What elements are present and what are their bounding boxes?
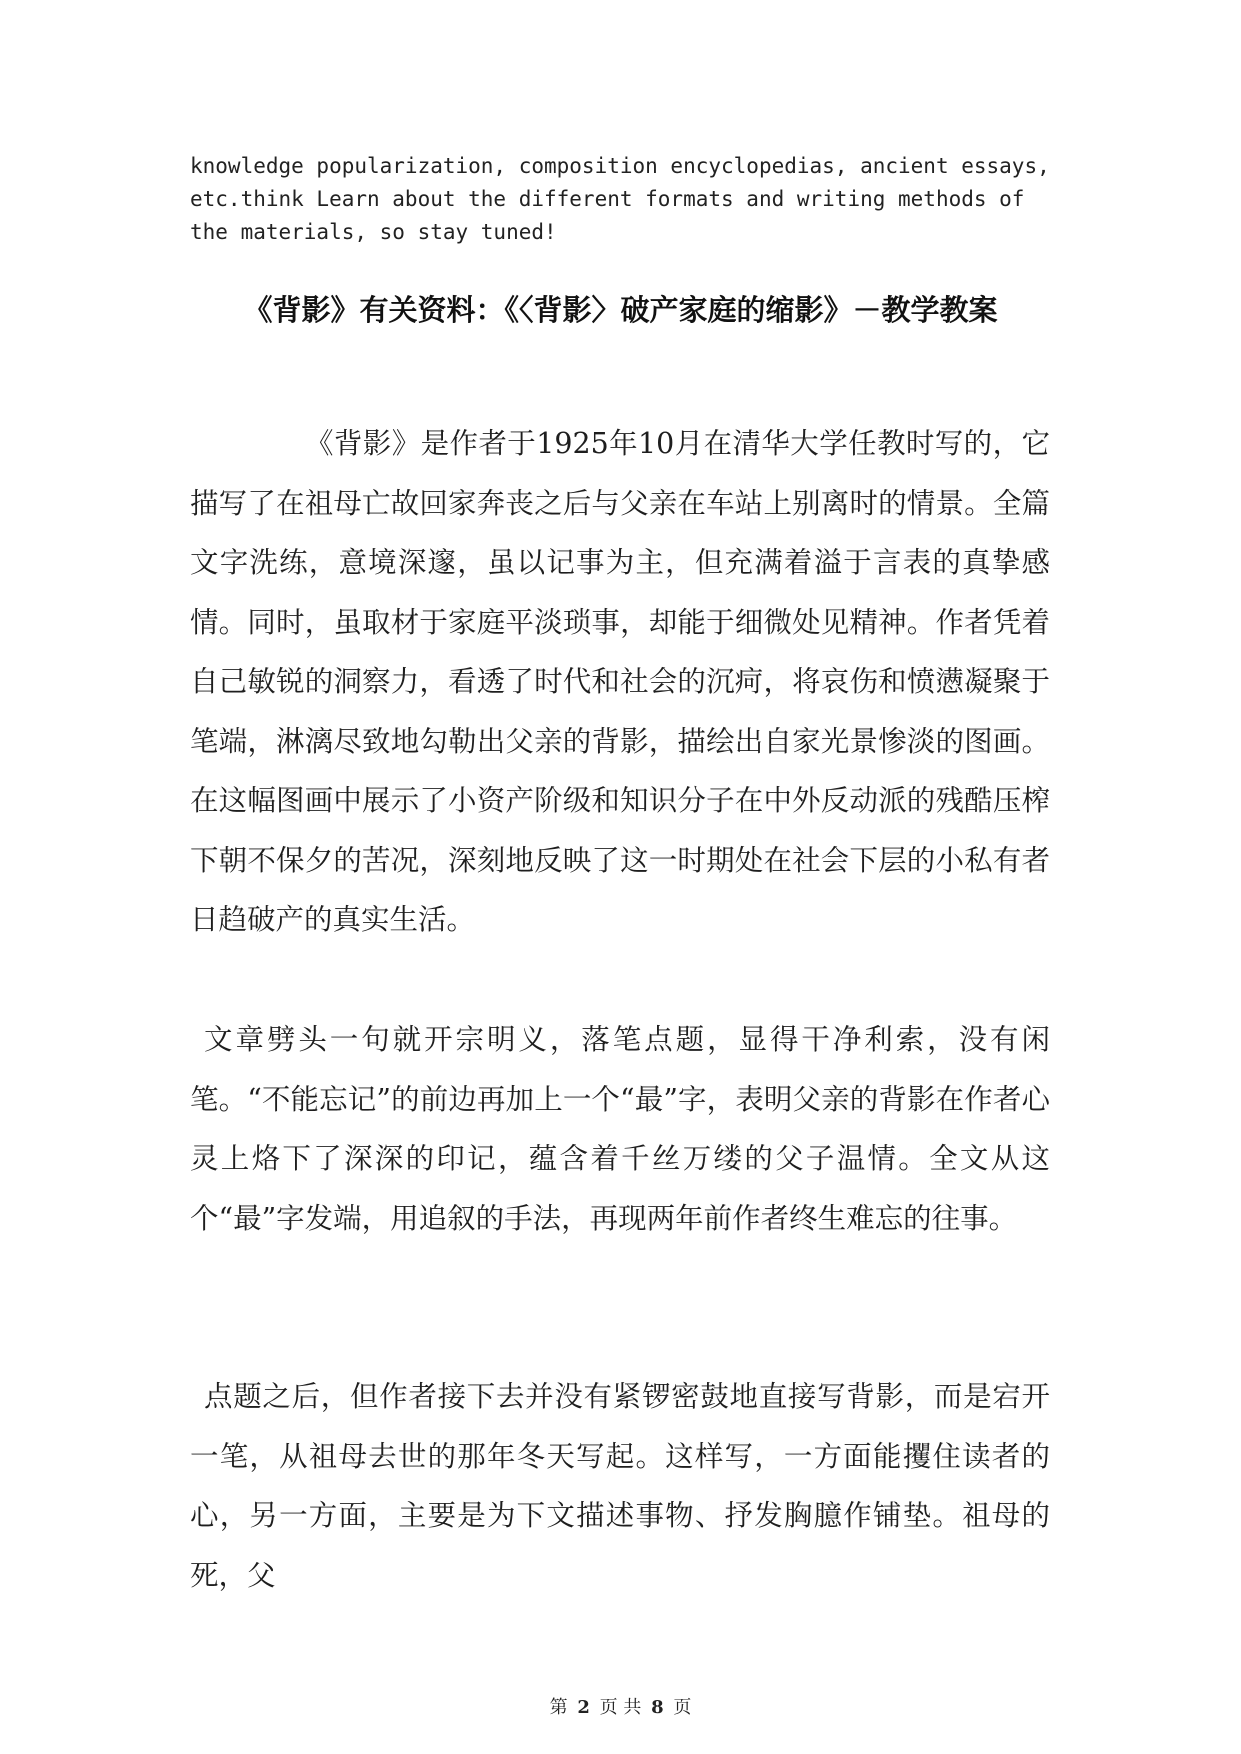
- footer-suffix: 页: [673, 1697, 692, 1718]
- document-title: 《背影》有关资料：《〈背影〉破产家庭的缩影》－教学教案: [243, 293, 998, 327]
- footer-prefix: 第: [549, 1697, 568, 1718]
- body-paragraph: 点题之后，但作者接下去并没有紧锣密鼓地直接写背影，而是宕开一笔，从祖母去世的那年冬天写起。这样写，一方面能攫住读者的心，另一方面，主要是为下文描述事物、抒发胸臆作铺垫。祖母的死，父: [190, 1380, 1050, 1592]
- page-footer: [0, 1696, 1241, 1720]
- body-paragraph: 文章劈头一句就开宗明义，落笔点题，显得干净利索，没有闲笔。“不能忘记”的前边再加上一个“最”字，表明父亲的背影在作者心灵上烙下了深深的印记，蕴含着千丝万缕的父子温情。全文从这个“最”字发端，用追叙的手法，再现两年前作者终生难忘的往事。: [190, 1023, 1050, 1235]
- intro-text: knowledge popularization, composition encyclopedias, ancient essays, etc.think Learn about the different formats and writing methods of the materials, so stay tuned!: [190, 154, 1050, 244]
- total-page-count: 8: [651, 1697, 664, 1718]
- current-page-number: 2: [577, 1697, 590, 1718]
- body-paragraph: 《背影》是作者于1925年10月在清华大学任教时写的，它描写了在祖母亡故回家奔丧之后与父亲在车站上别离时的情景。全篇文字洗练，意境深邃，虽以记事为主，但充满着溢于言表的真挚感情。同时，虽取材于家庭平淡琐事，却能于细微处见精神。作者凭着自己敏锐的洞察力，看透了时代和社会的沉疴，将哀伤和愤懑凝聚于笔端，淋漓尽致地勾勒出父亲的背影，描绘出自家光景惨淡的图画。在这幅图画中展示了小资产阶级和知识分子在中外反动派的残酷压榨下朝不保夕的苦况，深刻地反映了这一时期处在社会下层的小私有者日趋破产的真实生活。: [190, 427, 1050, 936]
- footer-middle: 页 共: [599, 1697, 642, 1718]
